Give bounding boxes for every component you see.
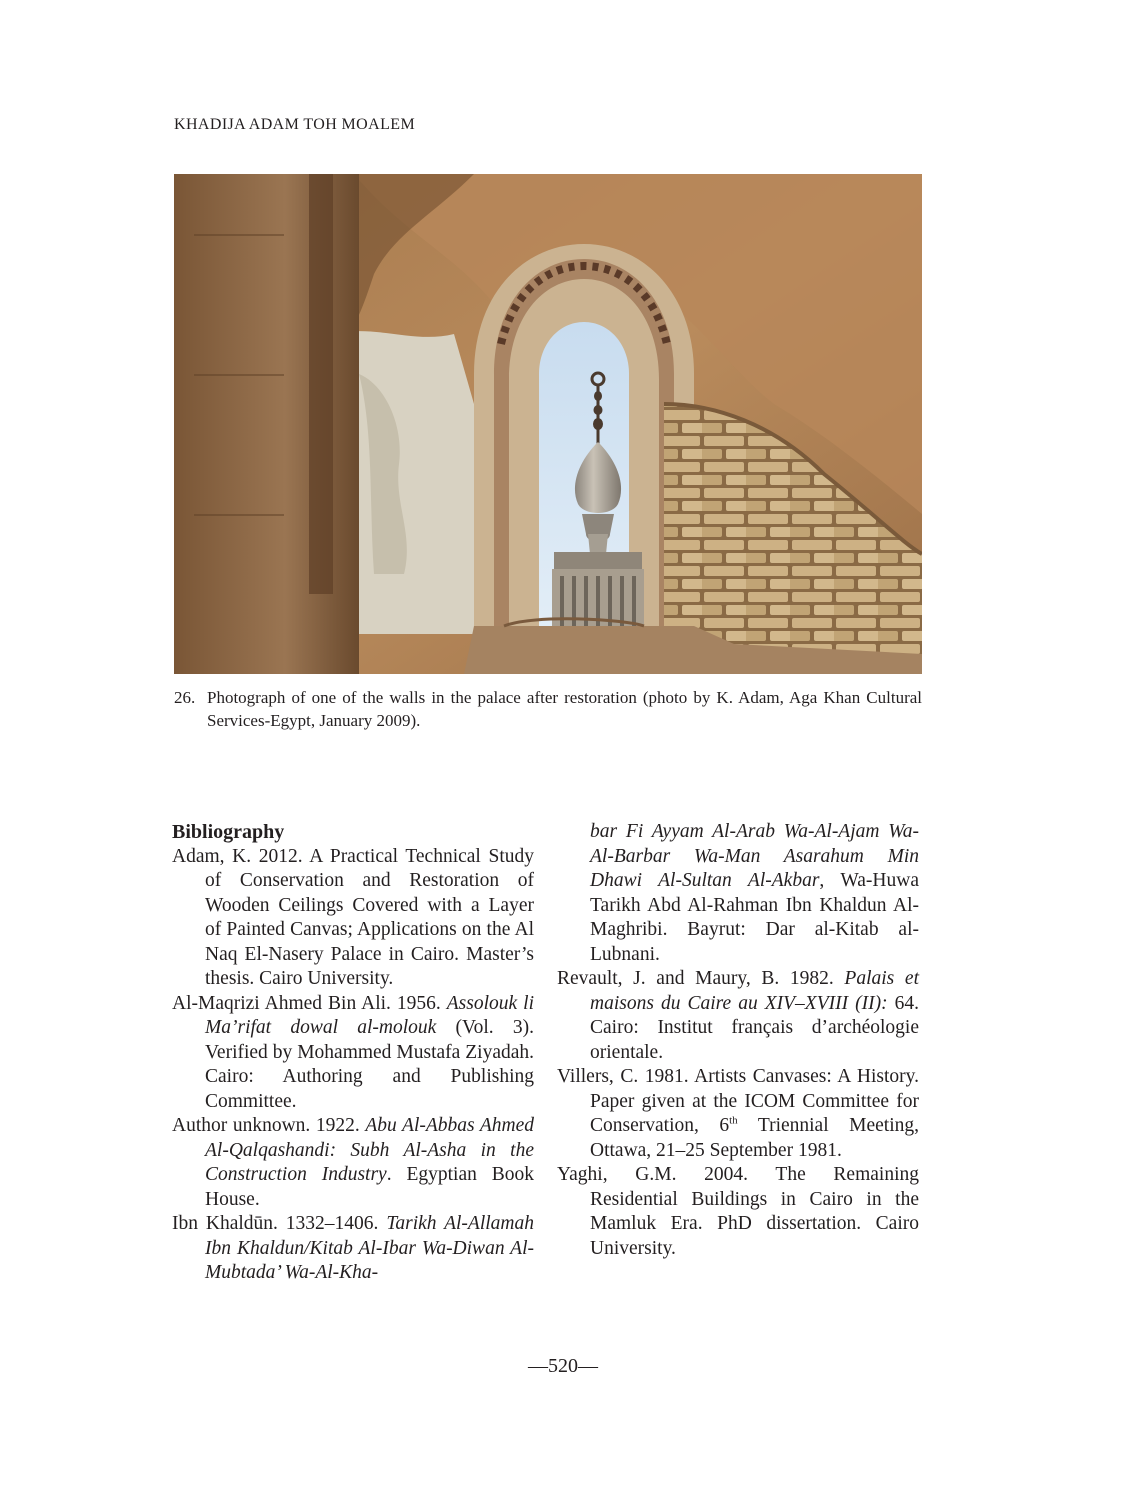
bib-entry-author-unknown: Author unknown. 1922. Abu Al-Abbas Ahmed Al-Qalqashandi: Subh Al-Asha in the Construction Industry. Egyptian Book House. xyxy=(172,1115,534,1210)
figure-photograph xyxy=(174,174,922,674)
running-head: KHADIJA ADAM TOH MOALEM xyxy=(174,116,416,133)
bib-entry-adam: Adam, K. 2012. A Practical Technical Study of Conservation and Restoration of Wooden Ceilings Covered with a Layer of Painted Canvas; Applications on the Al Naq El-Nasery Palace in Cairo. Master’s thesis. Cairo University. xyxy=(172,845,534,989)
bib-entry-ibn-khaldun: Ibn Khaldūn. 1332–1406. Tarikh Al-Allamah Ibn Khaldun/Kitab Al-Ibar Wa-Diwan Al-Mubtada’ Wa-Al-Kha- xyxy=(172,1213,534,1283)
figure-number: 26. xyxy=(174,688,196,707)
figure-caption-text: Photograph of one of the walls in the palace after restoration (photo by K. Adam, Aga Khan Cultural Services-Egypt, January 2009). xyxy=(207,688,922,730)
bib-entry-yaghi: Yaghi, G.M. 2004. The Remaining Residential Buildings in Cairo in the Mamluk Era. PhD dissertation. Cairo University. xyxy=(557,1164,919,1259)
bib-entry-villers: Villers, C. 1981. Artists Canvases: A History. Paper given at the ICOM Committee for Conservation, 6th Triennial Meeting, Ottawa, 21–25 September 1981. xyxy=(557,1066,919,1161)
bib-entry-revault: Revault, J. and Maury, B. 1982. Palais et maisons du Caire au XIV–XVIII (II): 64. Cairo: Institut français d’archéologie orientale. xyxy=(557,968,919,1063)
bib-entry-al-maqrizi: Al-Maqrizi Ahmed Bin Ali. 1956. Assolouk li Ma’rifat dowal al-molouk (Vol. 3). Verified by Mohammed Mustafa Ziyadah. Cairo: Authoring and Publishing Committee. xyxy=(172,992,534,1112)
bibliography-right-column xyxy=(557,820,919,1261)
figure-caption xyxy=(174,686,922,732)
bibliography-left-column xyxy=(172,820,534,1286)
bibliography-heading: Bibliography xyxy=(172,821,285,843)
palace-wall-photo xyxy=(174,174,922,674)
page-number: —520— xyxy=(528,1355,598,1377)
bib-entry-ibn-khaldun-continued: bar Fi Ayyam Al-Arab Wa-Al-Ajam Wa-Al-Barbar Wa-Man Asarahum Min Dhawi Al-Sultan Al-Akbar, Wa-Huwa Tarikh Abd Al-Rahman Ibn Khaldun Al-Maghribi. Bayrut: Dar al-Kitab al-Lubnani. xyxy=(590,821,919,965)
